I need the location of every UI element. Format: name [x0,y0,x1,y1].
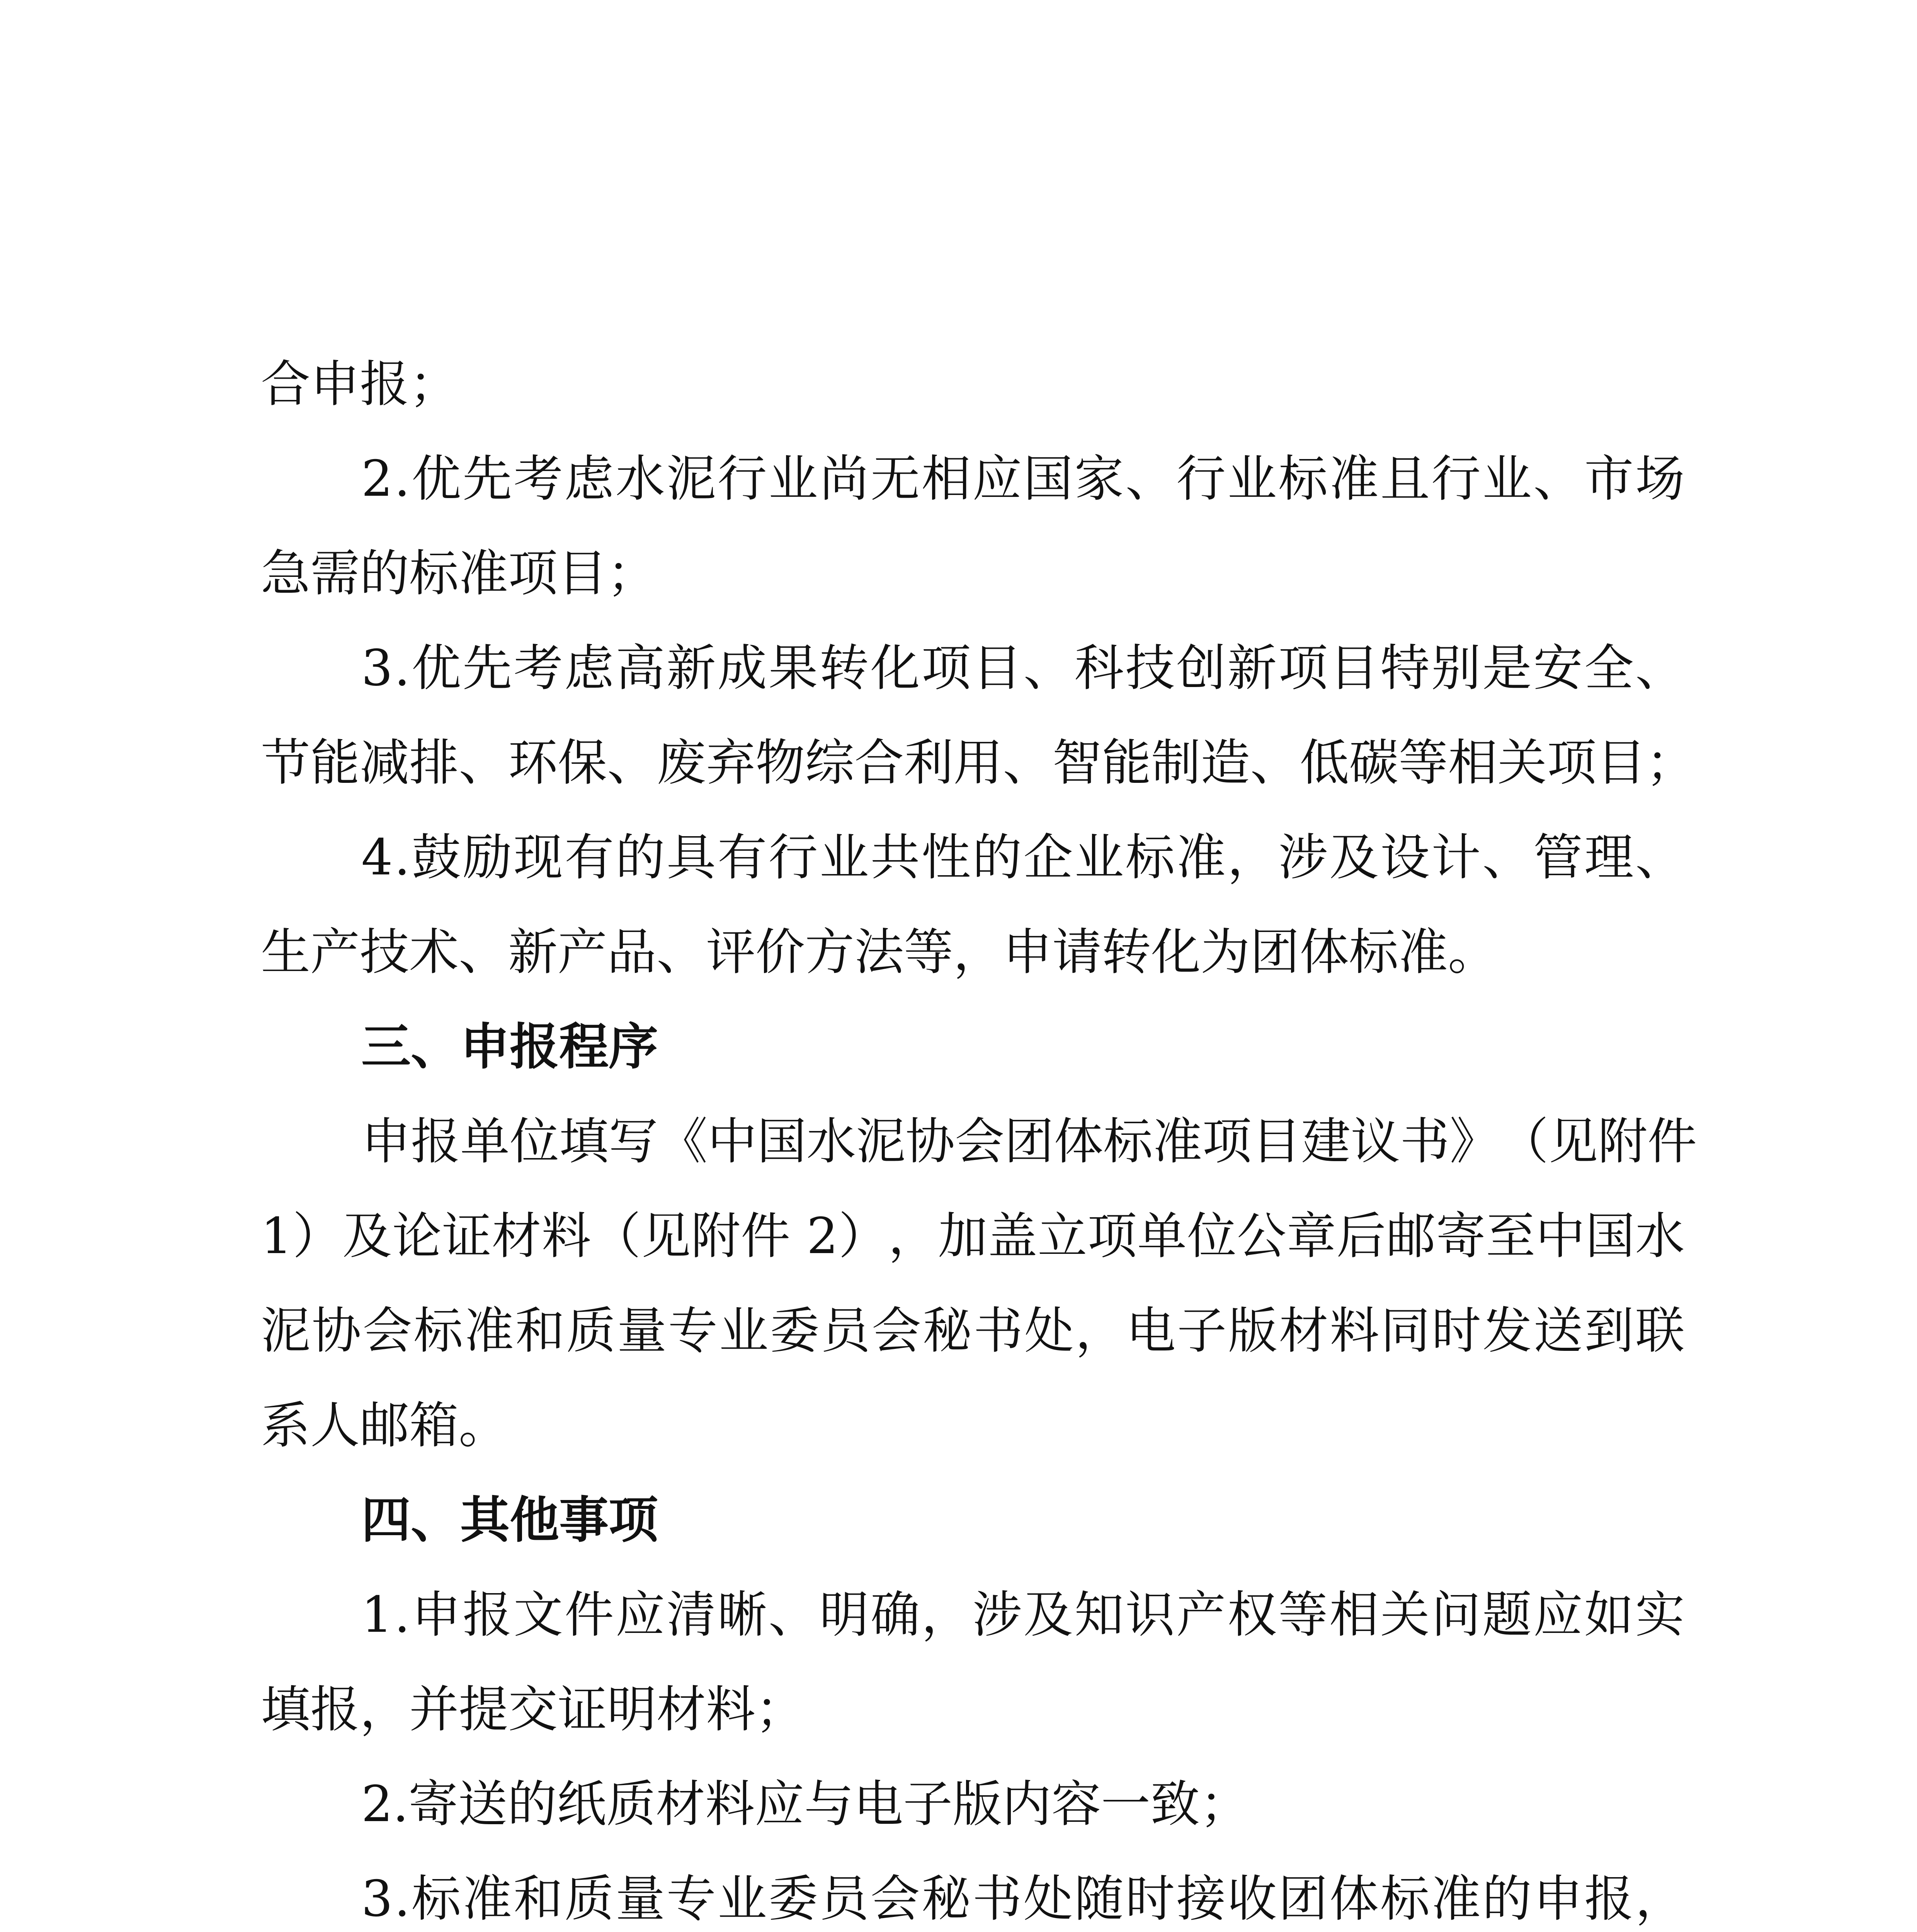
body-line-justified: 3 . 标 准 和 质 量 专 业 委 员 会 秘 书 处 随 时 接 收 团 体 标 准 的 申 报 ， [361,1870,1685,1928]
body-line-justified: 1 . 申 报 文 件 应 清 晰 、 明 确 ， 涉 及 知 识 产 权 等 相 关 问 题 应 如 实 [361,1586,1685,1644]
body-line: 生产技术、新产品、评价方法等，申请转化为团体标准。 [261,923,1498,981]
body-line-justified: 1 ） 及 论 证 材 料 （ 见 附 件 2 ） ， 加 盖 立 项 单 位 公 章 后 邮 寄 至 中 国 水 [261,1208,1685,1265]
body-line: 急需的标准项目； [261,545,657,602]
body-line-justified: 泥 协 会 标 准 和 质 量 专 业 委 员 会 秘 书 处 ， 电 子 版 材 料 同 时 发 送 到 联 [261,1302,1685,1360]
body-line: 填报，并提交证明材料； [261,1681,805,1738]
body-line-justified: 3 . 优 先 考 虑 高 新 成 果 转 化 项 目 、 科 技 创 新 项 目 特 别 是 安 全 、 [361,639,1685,697]
body-line-justified: 2 . 优 先 考 虑 水 泥 行 业 尚 无 相 应 国 家 、 行 业 标 准 且 行 业 、 市 场 [361,450,1685,508]
body-line-justified: 申 报 单 位 填 写 《 中 国 水 泥 协 会 团 体 标 准 项 目 建 议 书 》 （ 见 附 件 [361,1113,1697,1170]
body-line-justified: 节 能 减 排 、 环 保 、 废 弃 物 综 合 利 用 、 智 能 制 造 、 低 碳 等 相 关 项 目 ； [261,734,1696,792]
section-heading: 三、申报程序 [361,1018,658,1076]
body-line: 合申报； [261,355,459,413]
body-line: 2.寄送的纸质材料应与电子版内容一致； [361,1776,1250,1833]
section-heading: 四、其他事项 [361,1492,658,1549]
body-line-justified: 4 . 鼓 励 现 有 的 具 有 行 业 共 性 的 企 业 标 准 ， 涉 及 设 计 、 管 理 、 [361,829,1685,886]
body-line: 系人邮箱。 [261,1397,509,1454]
